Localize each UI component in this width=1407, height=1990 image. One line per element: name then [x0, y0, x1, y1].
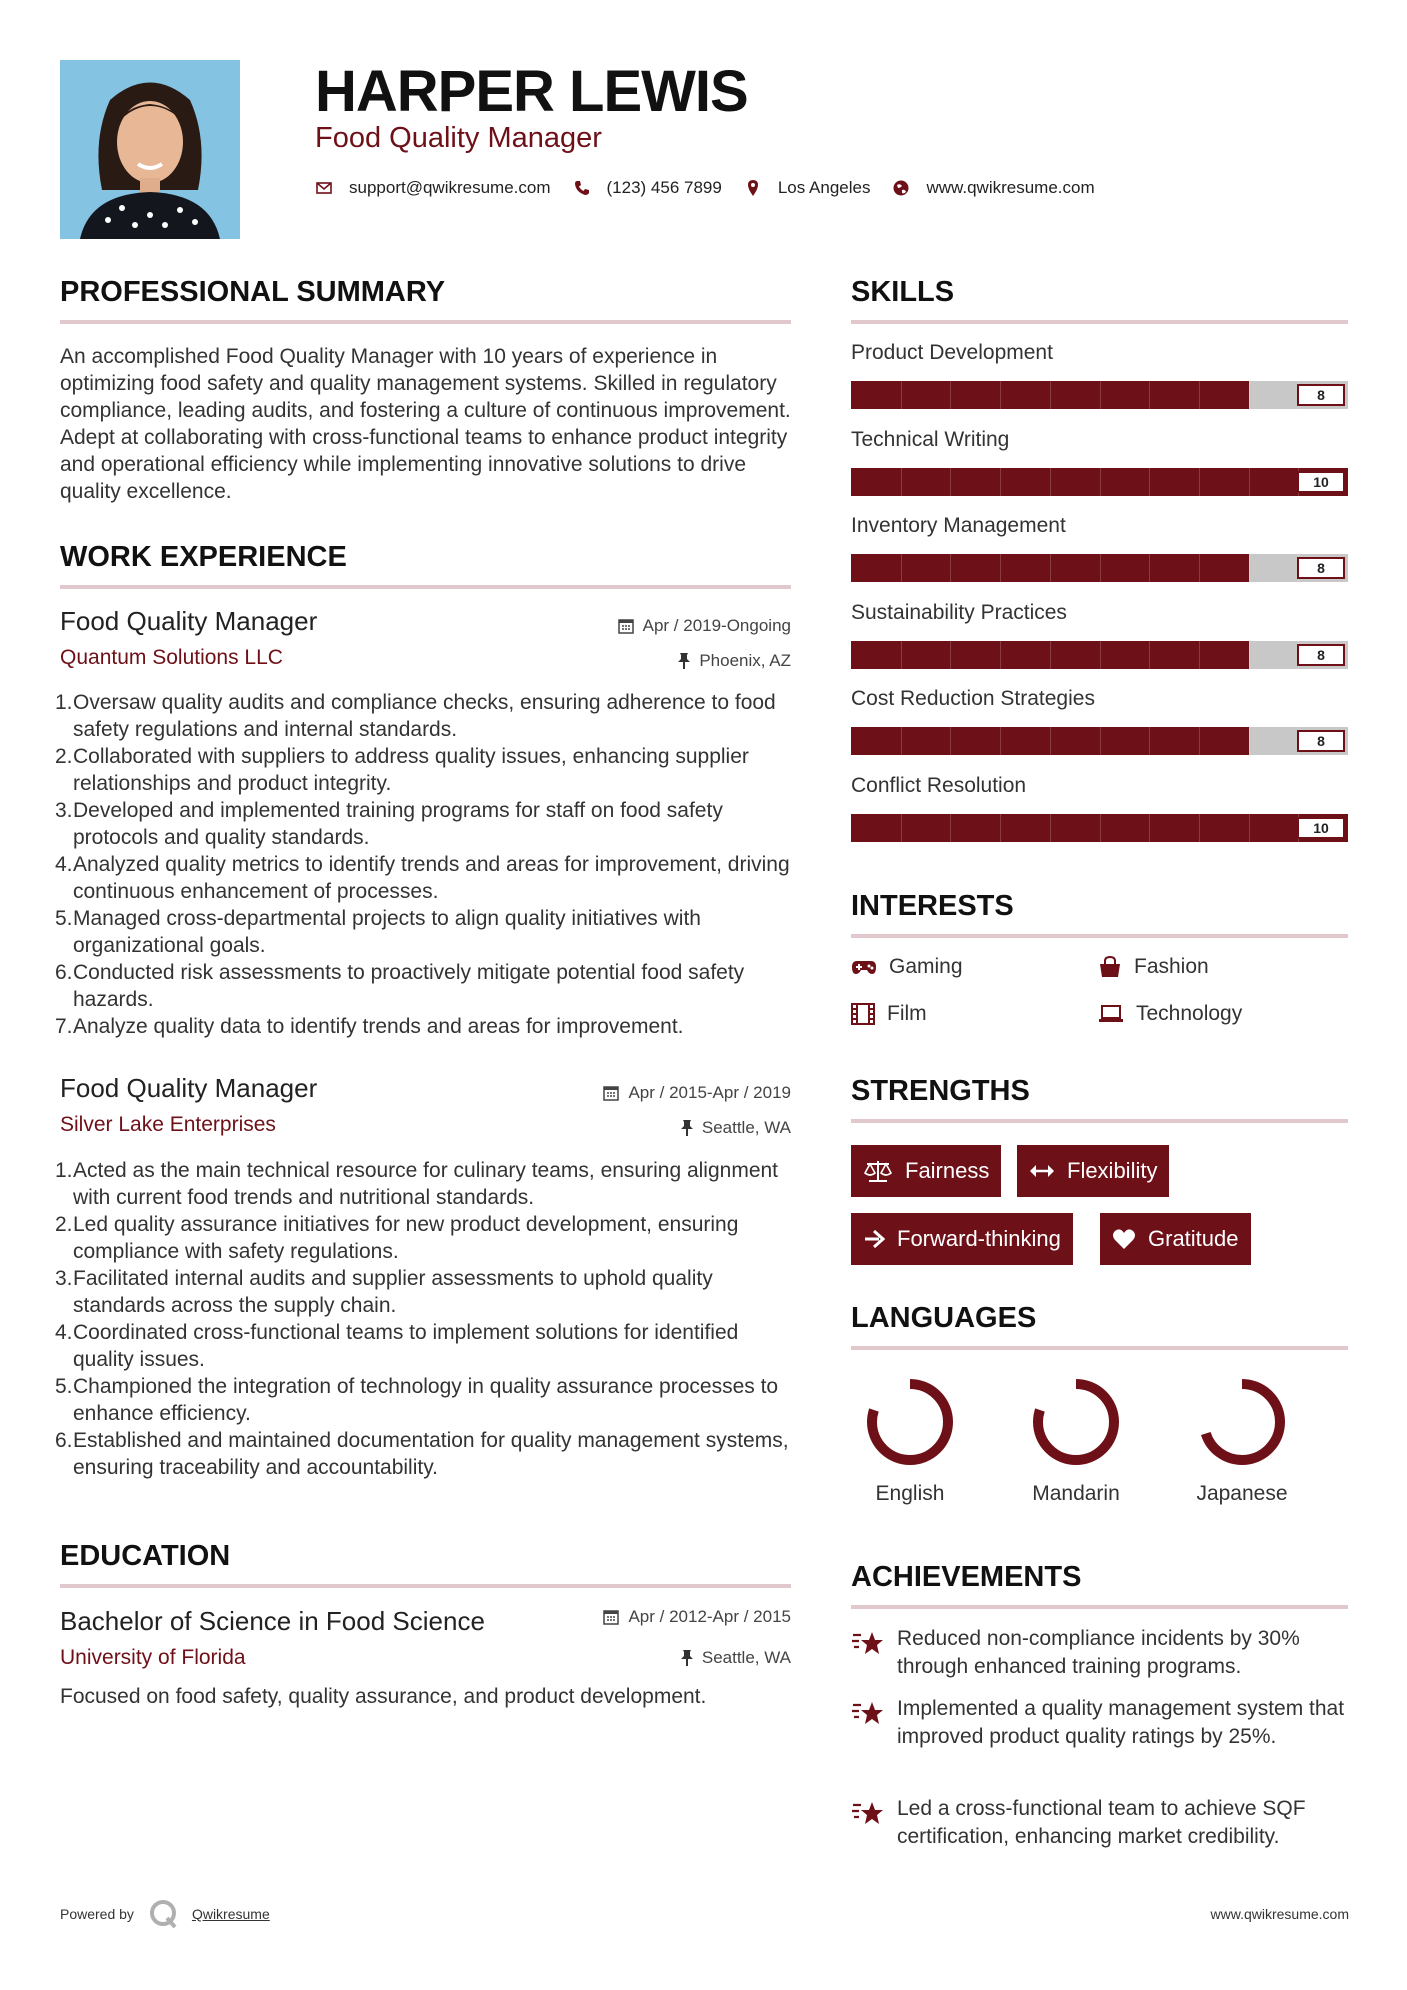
strength-label: Fairness: [905, 1158, 990, 1183]
job-responsibilities: [55, 689, 795, 1040]
shooting-star-icon: [851, 1799, 885, 1827]
skill-bar-segment: [1249, 554, 1250, 582]
gamepad-icon: [851, 958, 877, 976]
interest-fashion: [1098, 955, 1209, 979]
language-name: Japanese: [1196, 1482, 1288, 1505]
shooting-star-icon: [851, 1629, 885, 1657]
skill-bar-segment: [1050, 468, 1051, 496]
skill-bar-segment: [1000, 727, 1001, 755]
list-item: 2. Led quality assurance initiatives for new product development, ensuring compliance with safety regulations.: [55, 1213, 739, 1263]
skill-value: 8: [1297, 644, 1345, 666]
skill-bar-segment: [950, 468, 951, 496]
achievement-text: Led a cross-functional team to achieve SQF certification, enhancing market credibility.: [897, 1797, 1306, 1848]
job-dates-text: Apr / 2015-Apr / 2019: [628, 1083, 791, 1102]
skill-bar-segment: [1100, 641, 1101, 669]
language-level-ring: [860, 1372, 960, 1472]
list-item: 5. Managed cross-departmental projects to align quality initiatives with organizational goals.: [55, 907, 701, 957]
section-divider: [851, 934, 1348, 938]
skill-bar-segment: [901, 727, 902, 755]
summary-text: An accomplished Food Quality Manager with 10 years of experience in optimizing food safety and quality management systems. Skilled in regulatory compliance, leading audits, and fostering a culture of continuous improvement. Adept at collaborating with cross-functional teams to enhance product integrity and operational efficiency while implementing innovative solutions to drive quality excellence.: [60, 345, 791, 503]
strength-tag: [1100, 1213, 1251, 1265]
skill-bar-segment: [1000, 641, 1001, 669]
list-item: 7. Analyze quality data to identify trends and areas for improvement.: [55, 1015, 684, 1038]
skill-bar-segment: [1000, 554, 1001, 582]
skill-bar-segment: [901, 641, 902, 669]
skill-value: 8: [1297, 730, 1345, 752]
list-item: 3. Developed and implemented training programs for staff on food safety protocols and quality standards.: [55, 799, 723, 849]
skill-value: 10: [1297, 471, 1345, 493]
language-name: English: [875, 1482, 945, 1505]
school-name: University of Florida: [60, 1646, 246, 1669]
skill-bar-segment: [901, 554, 902, 582]
skill-value: 10: [1297, 817, 1345, 839]
skill-bar-segment: [1000, 381, 1001, 409]
job-dates: [500, 616, 791, 636]
strength-label: Gratitude: [1148, 1226, 1239, 1251]
skill-bar-segment: [1000, 814, 1001, 842]
interests-heading: INTERESTS: [851, 890, 1014, 922]
job-location: [500, 651, 791, 671]
experience-heading: WORK EXPERIENCE: [60, 541, 347, 573]
skill-bar-segment: [1100, 814, 1101, 842]
skill-bar-segment: [1199, 727, 1200, 755]
heart-icon: [1112, 1228, 1136, 1250]
skill-bar: [851, 814, 1348, 842]
skill-bar-segment: [1199, 641, 1200, 669]
list-item: 4. Analyzed quality metrics to identify trends and areas for improvement, driving continuous enhancement of processes.: [55, 853, 790, 903]
skill-bar-segment: [1249, 468, 1250, 496]
candidate-name: HARPER LEWIS: [315, 59, 748, 124]
skill-bar-segment: [1100, 727, 1101, 755]
job-company: Quantum Solutions LLC: [60, 646, 283, 669]
section-divider: [851, 320, 1348, 324]
avatar: [60, 60, 240, 239]
skill-bar-segment: [1249, 641, 1250, 669]
skill-bar-segment: [1149, 554, 1150, 582]
skill-bar-segment: [1249, 814, 1250, 842]
calendar-icon: [602, 1084, 620, 1102]
list-item: 5. Championed the integration of technology in quality assurance processes to enhance efficiency.: [55, 1375, 779, 1425]
interest-technology: [1098, 1002, 1242, 1026]
section-divider: [851, 1605, 1348, 1609]
arrow-right-icon: [863, 1229, 885, 1249]
skill-bar-segment: [1249, 727, 1250, 755]
skill-value: 8: [1297, 384, 1345, 406]
job-dates: [500, 1083, 791, 1103]
skill-bar-segment: [1199, 814, 1200, 842]
skills-heading: SKILLS: [851, 276, 955, 308]
job-company: Silver Lake Enterprises: [60, 1113, 276, 1136]
skill-bar-segment: [1149, 468, 1150, 496]
interest-label: Fashion: [1134, 955, 1209, 978]
strength-tag: [851, 1145, 1001, 1197]
contact-website[interactable]: www.qwikresume.com: [926, 178, 1095, 197]
map-marker-icon: [744, 179, 762, 197]
pushpin-icon: [680, 1649, 694, 1667]
strength-tag: [1017, 1145, 1169, 1197]
section-divider: [60, 585, 791, 589]
skill-bar-segment: [1149, 727, 1150, 755]
skill-bar-segment: [1100, 468, 1101, 496]
skill-bar-segment: [901, 381, 902, 409]
achievement-text: Implemented a quality management system that improved product quality ratings by 25%.: [897, 1697, 1345, 1748]
skill-bar-segment: [1050, 554, 1051, 582]
job-location-text: Seattle, WA: [701, 1118, 791, 1137]
skill-bar-segment: [1199, 381, 1200, 409]
skill-bar: [851, 727, 1348, 755]
globe-icon: [892, 179, 910, 197]
achievement-text: Reduced non-compliance incidents by 30% through enhanced training programs.: [897, 1627, 1300, 1678]
skill-bar-segment: [950, 381, 951, 409]
interest-label: Film: [887, 1002, 927, 1025]
pushpin-icon: [677, 652, 691, 670]
interest-label: Technology: [1136, 1002, 1243, 1025]
language-level-ring: [1026, 1372, 1126, 1472]
skill-label: Technical Writing: [851, 427, 1010, 451]
job-dates-text: Apr / 2019-Ongoing: [642, 616, 791, 635]
pushpin-icon: [680, 1119, 694, 1137]
skill-bar-segment: [950, 641, 951, 669]
section-divider: [851, 1346, 1348, 1350]
language-item: [840, 1372, 980, 1506]
list-item: 3. Facilitated internal audits and supplier assessments to uphold quality standards across the supply chain.: [55, 1267, 713, 1317]
list-item: 6. Conducted risk assessments to proactively mitigate potential food safety hazards.: [55, 961, 745, 1011]
skill-bar: [851, 641, 1348, 669]
skill-bar-segment: [1149, 814, 1150, 842]
skill-label: Cost Reduction Strategies: [851, 687, 1095, 710]
skill-bar-segment: [1050, 381, 1051, 409]
calendar-icon: [602, 1608, 620, 1626]
language-level-ring: [1192, 1372, 1292, 1472]
skill-label: Product Development: [851, 341, 1053, 364]
skill-bar-segment: [1149, 381, 1150, 409]
degree-title: Bachelor of Science in Food Science: [60, 1606, 485, 1636]
job-title: Food Quality Manager: [60, 606, 318, 636]
achievement-item: [851, 1695, 1361, 1751]
list-item: 1. Acted as the main technical resource for culinary teams, ensuring alignment with current food trends and nutritional standards.: [55, 1159, 779, 1209]
education-location-text: Seattle, WA: [701, 1648, 791, 1667]
strength-label: Flexibility: [1067, 1158, 1158, 1183]
interest-gaming: [851, 955, 963, 979]
interest-label: Gaming: [889, 955, 963, 978]
education-description: Focused on food safety, quality assurance, and product development.: [60, 1685, 707, 1708]
skill-bar-segment: [1050, 814, 1051, 842]
skill-bar: [851, 381, 1348, 409]
skill-bar-segment: [1149, 641, 1150, 669]
list-item: 1. Oversaw quality audits and compliance checks, ensuring adherence to food safety regulations and internal standards.: [55, 691, 776, 741]
envelope-icon: [315, 179, 333, 197]
skill-bar: [851, 554, 1348, 582]
profile-photo: [60, 60, 240, 239]
skill-bar-segment: [901, 814, 902, 842]
language-name: Mandarin: [1032, 1482, 1120, 1505]
contact-email[interactable]: support@qwikresume.com: [349, 178, 551, 197]
skill-label: Inventory Management: [851, 514, 1066, 537]
skill-bar-segment: [1050, 641, 1051, 669]
languages-heading: LANGUAGES: [851, 1302, 1037, 1334]
language-item: [1006, 1372, 1146, 1506]
education-location: [500, 1648, 791, 1668]
footer-powered-by: [60, 1898, 270, 1930]
list-item: 2. Collaborated with suppliers to address quality issues, enhancing supplier relationships and product integrity.: [55, 745, 749, 795]
skill-bar-segment: [1249, 381, 1250, 409]
shopping-bag-icon: [1098, 956, 1122, 978]
phone-icon: [573, 179, 591, 197]
arrows-horizontal-icon: [1029, 1163, 1055, 1179]
contact-phone: (123) 456 7899: [606, 178, 722, 197]
skill-bar-segment: [1100, 554, 1101, 582]
film-icon: [851, 1003, 875, 1025]
brand-link[interactable]: Qwikresume: [191, 1906, 270, 1922]
list-item: 6. Established and maintained documentation for quality management systems, ensuring traceability and accountability.: [55, 1429, 789, 1479]
language-item: [1172, 1372, 1312, 1506]
contact-location: Los Angeles: [777, 178, 871, 197]
education-heading: EDUCATION: [60, 1540, 231, 1572]
shooting-star-icon: [851, 1699, 885, 1727]
job-title: Food Quality Manager: [60, 1073, 318, 1103]
job-location-text: Phoenix, AZ: [699, 651, 791, 670]
strength-tag: [851, 1213, 1073, 1265]
skill-bar: [851, 468, 1348, 496]
skill-bar-segment: [1199, 468, 1200, 496]
section-divider: [60, 1584, 791, 1588]
achievement-item: [851, 1795, 1361, 1851]
contact-bar: [315, 178, 1117, 198]
skill-bar-segment: [1050, 727, 1051, 755]
language-level-arc: [872, 1384, 948, 1460]
section-divider: [851, 1119, 1348, 1123]
achievement-item: [851, 1625, 1361, 1681]
laptop-icon: [1098, 1004, 1124, 1024]
skill-bar-segment: [1199, 554, 1200, 582]
candidate-role: Food Quality Manager: [315, 122, 602, 154]
job-responsibilities: [55, 1157, 795, 1481]
skill-label: Sustainability Practices: [851, 600, 1067, 624]
list-item: 4. Coordinated cross-functional teams to implement solutions for identified quality issues.: [55, 1321, 739, 1371]
interest-film: [851, 1002, 927, 1026]
skill-label: Conflict Resolution: [851, 773, 1027, 797]
section-divider: [60, 320, 791, 324]
language-level-arc: [1038, 1384, 1114, 1460]
achievements-heading: ACHIEVEMENTS: [851, 1561, 1082, 1593]
skill-bar-segment: [901, 468, 902, 496]
education-dates: [500, 1607, 791, 1627]
job-location: [500, 1118, 791, 1138]
strengths-heading: STRENGTHS: [851, 1075, 1030, 1107]
powered-by-text: Powered by: [60, 1906, 134, 1922]
skill-bar-segment: [950, 554, 951, 582]
skill-bar-segment: [950, 814, 951, 842]
language-level-arc: [1204, 1384, 1280, 1460]
footer-website[interactable]: www.qwikresume.com: [1210, 1906, 1349, 1922]
strength-label: Forward-thinking: [897, 1226, 1061, 1251]
calendar-icon: [617, 617, 635, 635]
balance-scale-icon: [863, 1159, 893, 1183]
skill-value: 8: [1297, 557, 1345, 579]
skill-bar-segment: [950, 727, 951, 755]
summary-heading: PROFESSIONAL SUMMARY: [60, 276, 446, 308]
qwikresume-logo-icon: [148, 1898, 180, 1930]
education-dates-text: Apr / 2012-Apr / 2015: [628, 1607, 791, 1626]
skill-bar-segment: [1000, 468, 1001, 496]
skill-bar-segment: [1100, 381, 1101, 409]
